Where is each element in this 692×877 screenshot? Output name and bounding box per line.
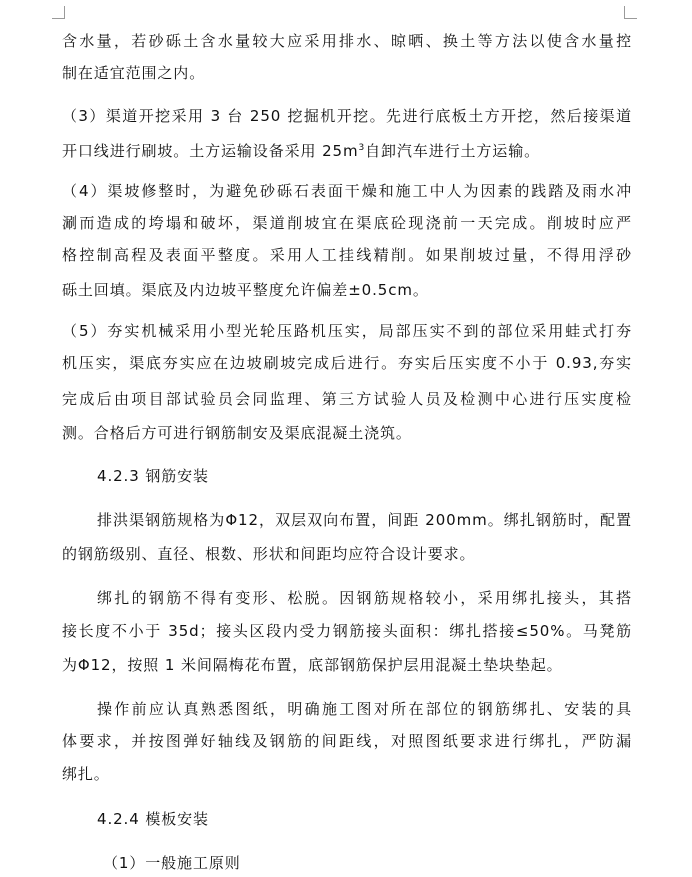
text-segment: 自卸汽车进行土方运输。: [365, 142, 541, 160]
text-line: （4）渠坡修整时，为避免砂砾石表面干燥和施工中人为因素的践踏及雨水冲: [62, 182, 632, 200]
section-heading: 4.2.4 模板安装: [97, 810, 209, 828]
text-line: 涮而造成的垮塌和破坏，渠道削坡宜在渠底砼现浇前一天完成。削坡时应严: [62, 214, 632, 232]
text-line: 格控制高程及表面平整度。采用人工挂线精削。如果削坡过量，不得用浮砂: [62, 246, 632, 264]
text-line: 绑扎。: [62, 765, 110, 783]
text-line: 绑扎的钢筋不得有变形、松脱。因钢筋规格较小，采用绑扎接头，其搭: [97, 589, 632, 607]
text-line: 完成后由项目部试验员会同监理、第三方试验人员及检测中心进行压实度检: [62, 390, 632, 408]
text-line: 接长度不小于 35d；接头区段内受力钢筋接头面积：绑扎搭接≤50%。马凳筋: [62, 622, 632, 640]
text-line: 测。合格后方可进行钢筋制安及渠底混凝土浇筑。: [62, 424, 412, 442]
superscript: 3: [358, 143, 366, 153]
text-line: 操作前应认真熟悉图纸，明确施工图对所在部位的钢筋绑扎、安装的具: [97, 700, 632, 718]
text-line: 砾土回填。渠底及内边坡平整度允许偏差±0.5cm。: [62, 281, 429, 299]
crop-mark-top-right: [624, 6, 637, 19]
text-line: （3）渠道开挖采用 3 台 250 挖掘机开挖。先进行底板土方开挖，然后接渠道: [62, 107, 632, 125]
text-line: 的钢筋级别、直径、根数、形状和间距均应符合设计要求。: [62, 545, 476, 563]
text-line: （5）夯实机械采用小型光轮压路机压实，局部压实不到的部位采用蛙式打夯: [62, 322, 632, 340]
section-heading: 4.2.3 钢筋安装: [97, 467, 209, 485]
text-line: 为Φ12，按照 1 米间隔梅花布置，底部钢筋保护层用混凝土垫块垫起。: [62, 656, 563, 674]
list-item: （1）一般施工原则: [103, 854, 241, 872]
text-line: 机压实，渠底夯实应在边坡刷坡完成后进行。夯实后压实度不小于 0.93,夯实: [62, 354, 632, 372]
text-line: 制在适宜范围之内。: [62, 64, 206, 82]
crop-mark-top-left: [52, 6, 65, 19]
text-line: 体要求，并按图弹好轴线及钢筋的间距线，对照图纸要求进行绑扎，严防漏: [62, 732, 632, 750]
text-line: 含水量，若砂砾土含水量较大应采用排水、晾晒、换土等方法以使含水量控: [62, 32, 632, 50]
text-segment: 开口线进行刷坡。土方运输设备采用 25m: [62, 142, 359, 160]
text-line: [62, 138, 632, 161]
text-line: 排洪渠钢筋规格为Φ12，双层双向布置，间距 200mm。绑扎钢筋时，配置: [97, 511, 632, 529]
